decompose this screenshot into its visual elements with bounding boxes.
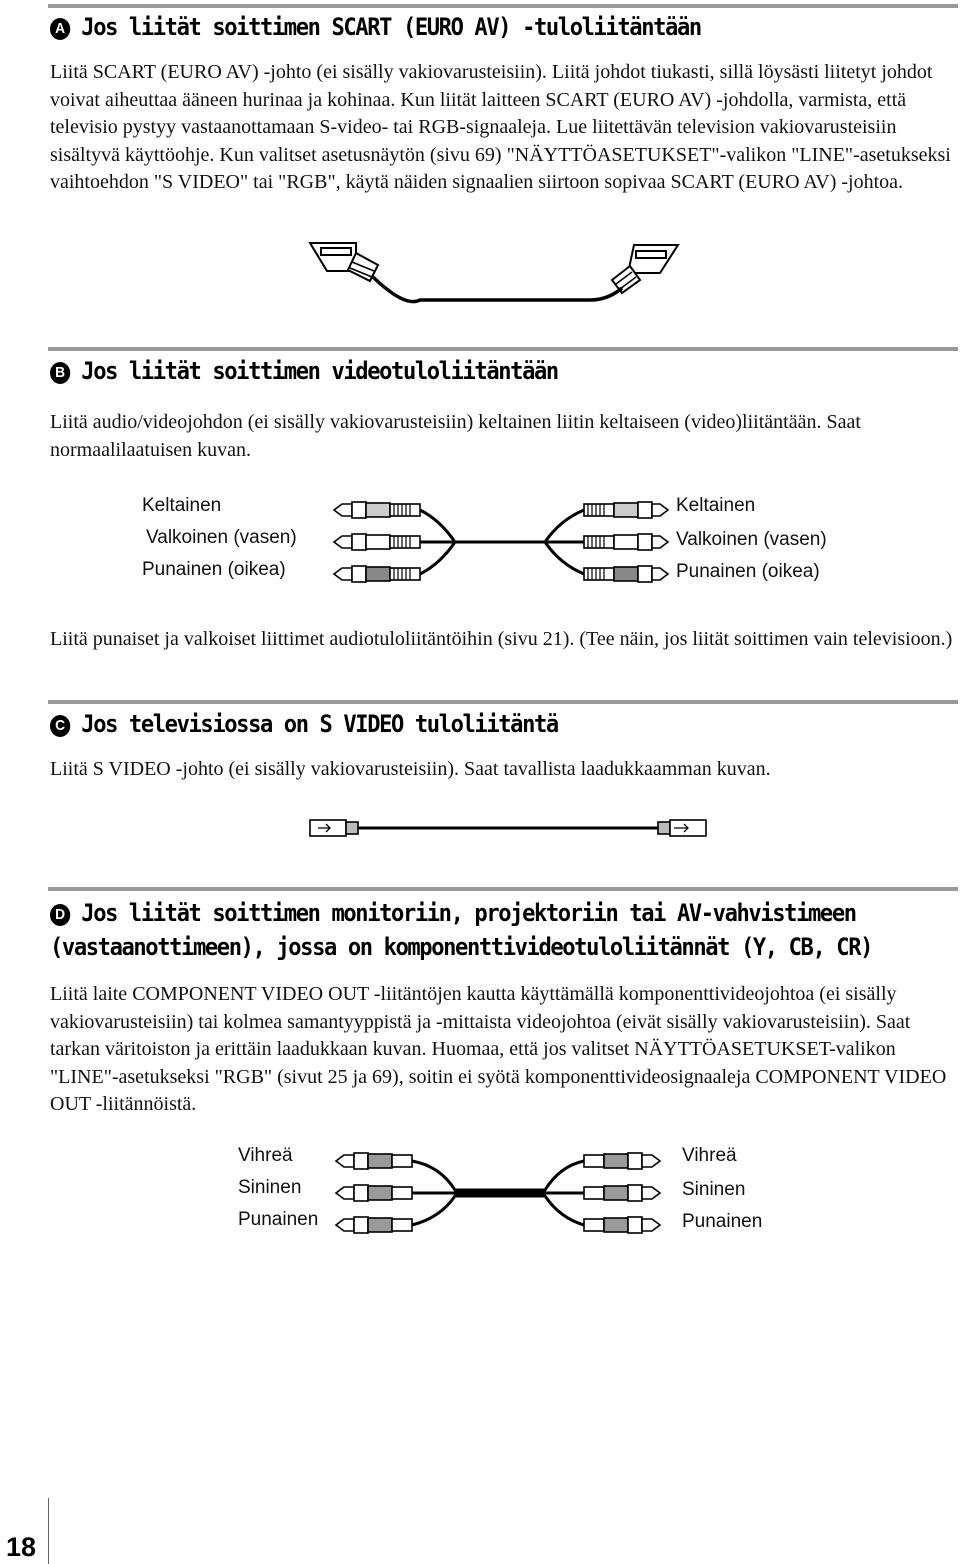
component-label-left-blue: Sininen (238, 1177, 302, 1198)
component-plug-left-red (336, 1217, 412, 1233)
section-b-after: Liitä punaiset ja valkoiset liittimet audiotuloliitäntöihin (sivu 21). (Tee näin, jos liität soittimen vain televisioon.) (50, 628, 953, 650)
page-number: 18 (6, 1532, 37, 1562)
section-c-badge: C (50, 715, 70, 737)
component-plug-right-green (584, 1153, 660, 1169)
av-label-right-red: Punainen (oikea) (676, 561, 820, 582)
section-c-body: Liitä S VIDEO -johto (ei sisälly vakiovarusteisiin). Saat tavallista laadukkaamman kuvan. (50, 758, 771, 780)
section-a-badge: A (50, 18, 70, 40)
component-plug-left-blue (336, 1185, 412, 1201)
section-d-badge: D (50, 904, 70, 926)
component-label-right-blue: Sininen (682, 1179, 746, 1200)
section-a-title: Jos liität soittimen SCART (EURO AV) -tuloliitäntään (81, 13, 701, 41)
component-plug-right-red (584, 1217, 660, 1233)
av-label-left-red: Punainen (oikea) (142, 559, 286, 580)
section-d-title-line2: (vastaanottimeen), jossa on komponenttivideotuloliitännät (Y, CB, CR) (50, 933, 873, 961)
section-a-body: Liitä SCART (EURO AV) -johto (ei sisälly vakiovarusteisiin). Liitä johdot tiukasti, sillä löysästi liitetyt johdot voivat aiheuttaa ääneen hurinaa ja kohinaa. Kun liität laitteen SCART (EURO AV) -johdolla, varmista, että televisio pystyy vastaanottamaan S-video- tai RGB-signaaleja. Lue liitettävän television vakiovarusteisiin sisältyvä käyttöohje. Kun valitset asetusnäytön (sivu 69) "NÄYTTÖASETUKSET"-valikon "LINE"-asetukseksi vaihtoehdon "S VIDEO" tai "RGB", käytä näiden signaalien siirtoon sopivaa SCART (EURO AV) -johtoa. (50, 61, 951, 194)
section-b-body: Liitä audio/videojohdon (ei sisälly vakiovarusteisiin) keltainen liitin keltaiseen (video)liitäntään. Saat normaalilaatuisen kuvan. (50, 411, 861, 461)
component-label-right-red: Punainen (682, 1211, 763, 1232)
section-d-title-line1: Jos liität soittimen monitoriin, projektoriin tai AV-vahvistimeen (81, 899, 856, 927)
component-plug-left-green (336, 1153, 412, 1169)
component-plug-right-blue (584, 1185, 660, 1201)
section-d-body: Liitä laite COMPONENT VIDEO OUT -liitäntöjen kautta käyttämällä komponenttivideojohtoa (ei sisälly vakiovarusteisiin) tai kolmea samantyyppistä ja -mittaista videojohtoa (eivät sisälly vakiovarusteisiin). Saat tarkan väritoiston ja erittäin laadukkaan kuvan. Huomaa, että jos valitset NÄYTTÖASETUKSET-valikon "LINE"-asetukseksi "RGB" (sivut 25 ja 69), soitin ei syötä komponenttivideosignaaleja COMPONENT VIDEO OUT -liitännöistä. (50, 983, 947, 1116)
av-label-left-white: Valkoinen (vasen) (146, 527, 297, 548)
av-label-right-yellow: Keltainen (676, 495, 756, 516)
component-label-left-red: Punainen (238, 1209, 319, 1230)
av-label-right-white: Valkoinen (vasen) (676, 529, 827, 550)
component-label-left-green: Vihreä (238, 1145, 293, 1166)
section-b-badge: B (50, 362, 70, 384)
component-label-right-green: Vihreä (682, 1145, 737, 1166)
section-b-title: Jos liität soittimen videotuloliitäntään (81, 357, 558, 385)
av-label-left-yellow: Keltainen (142, 495, 222, 516)
section-c-title: Jos televisiossa on S VIDEO tuloliitäntä (81, 710, 558, 738)
